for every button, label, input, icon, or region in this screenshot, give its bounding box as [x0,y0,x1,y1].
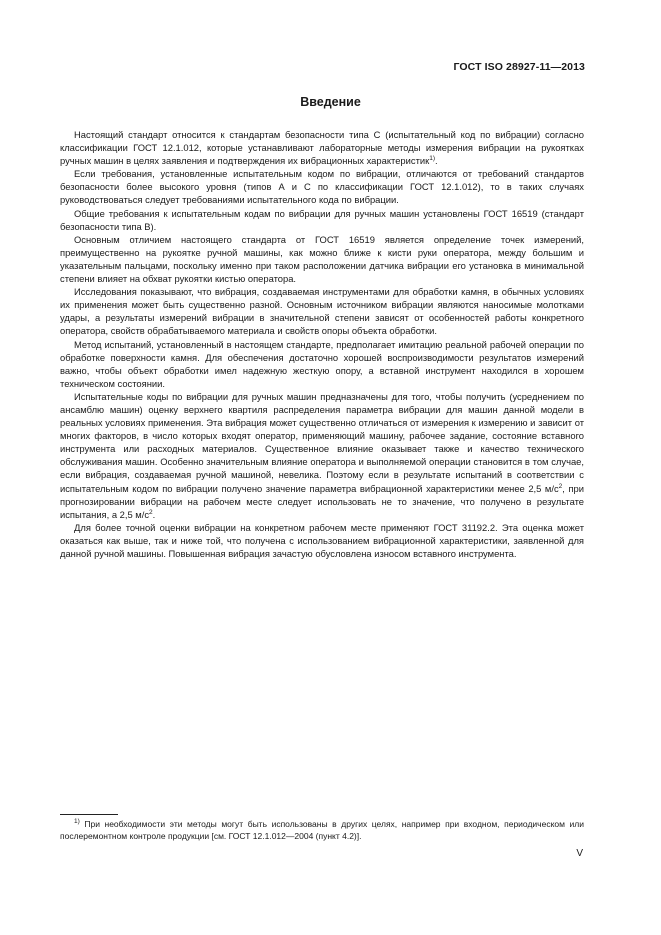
paragraph-text: . [152,508,156,520]
footnote [60,818,584,842]
paragraph-text: , при прогнозировании вибрации на рабочем месте следует использовать не то значение, что получено в результате испытания, а 2,5 м/с [60,482,584,520]
paragraph-text: Испытательные коды по вибрации для ручных машин предназначены для того, чтобы получить (усреднением по ансамблю машин) оценку верхнего квартиля распределения параметра вибрации для машин данной модели в реальных условиях применения. Эта вибрация может существенно отличаться от измерения к измерению и зависит от многих факторов, в число которых входят оператор, применяющий машину, рабочее задание, состояние вставного инструмента или расходных материалов. Существенное влияние оказывает также и качество технического обслуживания машин. Особенно значительным влияние оператора и выполняемой операции становится в том случае, если вибрация, создаваемая ручной машиной, невелика. Поэтому если в результате испытаний в соответствии с испытательным кодом по вибрации получено значение параметра вибрационной характеристики менее 2,5 м/с [60,390,584,494]
paragraph: Исследования показывают, что вибрация, создаваемая инструментами для обработки камня, в обычных условиях их применения может быть существенно разной. Основным источником вибрации являются наносимые молотками удары, а результаты измерений вибрации в значительной степени зависят от особенностей работы конкретного оператора, свойств обрабатываемого материала и свойств опоры объекта обработки. [60,286,584,337]
paragraph [60,128,584,167]
paragraph [60,390,584,521]
paragraph: Метод испытаний, установленный в настоящем стандарте, предполагает имитацию реальной рабочей операции по обработке поверхности камня. Для обеспечения достаточно хорошей воспроизводимости результатов измерений важно, чтобы объект обработки имел надежную жесткую опору, а вставной инструмент находился в хорошем техническом состоянии. [60,338,584,389]
section-title: Введение [300,95,361,109]
superscript: 2 [149,508,153,516]
paragraph: Для более точной оценки вибрации на конкретном рабочем месте применяют ГОСТ 31192.2. Эта оценка может оказаться как выше, так и ниже той, что получена с использованием вибрационной характеристики, заявленной для данной ручной машины. Повышенная вибрация зачастую обусловлена износом вставного инструмента. [60,521,584,559]
page-number: V [576,848,583,859]
footnote-divider [60,814,118,815]
superscript: 2 [558,482,563,490]
footnote-reference: 1) [429,155,435,163]
body-text [60,128,584,560]
paragraph: Общие требования к испытательным кодам по вибрации для ручных машин установлены ГОСТ 16519 (стандарт безопасности типа В). [60,207,584,232]
paragraph: Если требования, установленные испытательным кодом по вибрации, отличаются от требований стандартов безопасности более высокого уровня (типов А и С по классификации ГОСТ 12.1.012), то в таких случаях руководствоваться следует требованиями испытательного кода по вибрации. [60,168,584,206]
footnote-marker: 1) [74,818,80,826]
paragraph: Основным отличием настоящего стандарта от ГОСТ 16519 является определение точек измерений, преимущественно на рукоятке ручной машины, как можно ближе к кисти руки оператора, между большим и указательным пальцами, поскольку именно при таком расположении датчика вибрации его установка в минимальной степени влияет на обхват рукоятки кистью оператора. [60,233,584,285]
paragraph-text: Настоящий стандарт относится к стандартам безопасности типа С (испытательный код по вибрации) согласно классификации ГОСТ 12.1.012, которые устанавливают лабораторные методы измерения вибрации на рукоятках ручных машин в целях заявления и подтверждения их вибрационных характеристик [60,129,584,167]
standard-code-header: ГОСТ ISO 28927-11—2013 [453,61,585,73]
footnote-text: При необходимости эти методы могут быть использованы в других целях, например при входном, периодическом или послеремонтном контроле продукции [см. ГОСТ 12.1.012—2004 (пункт 4.2)]. [60,819,584,841]
paragraph-text: . [435,155,438,167]
